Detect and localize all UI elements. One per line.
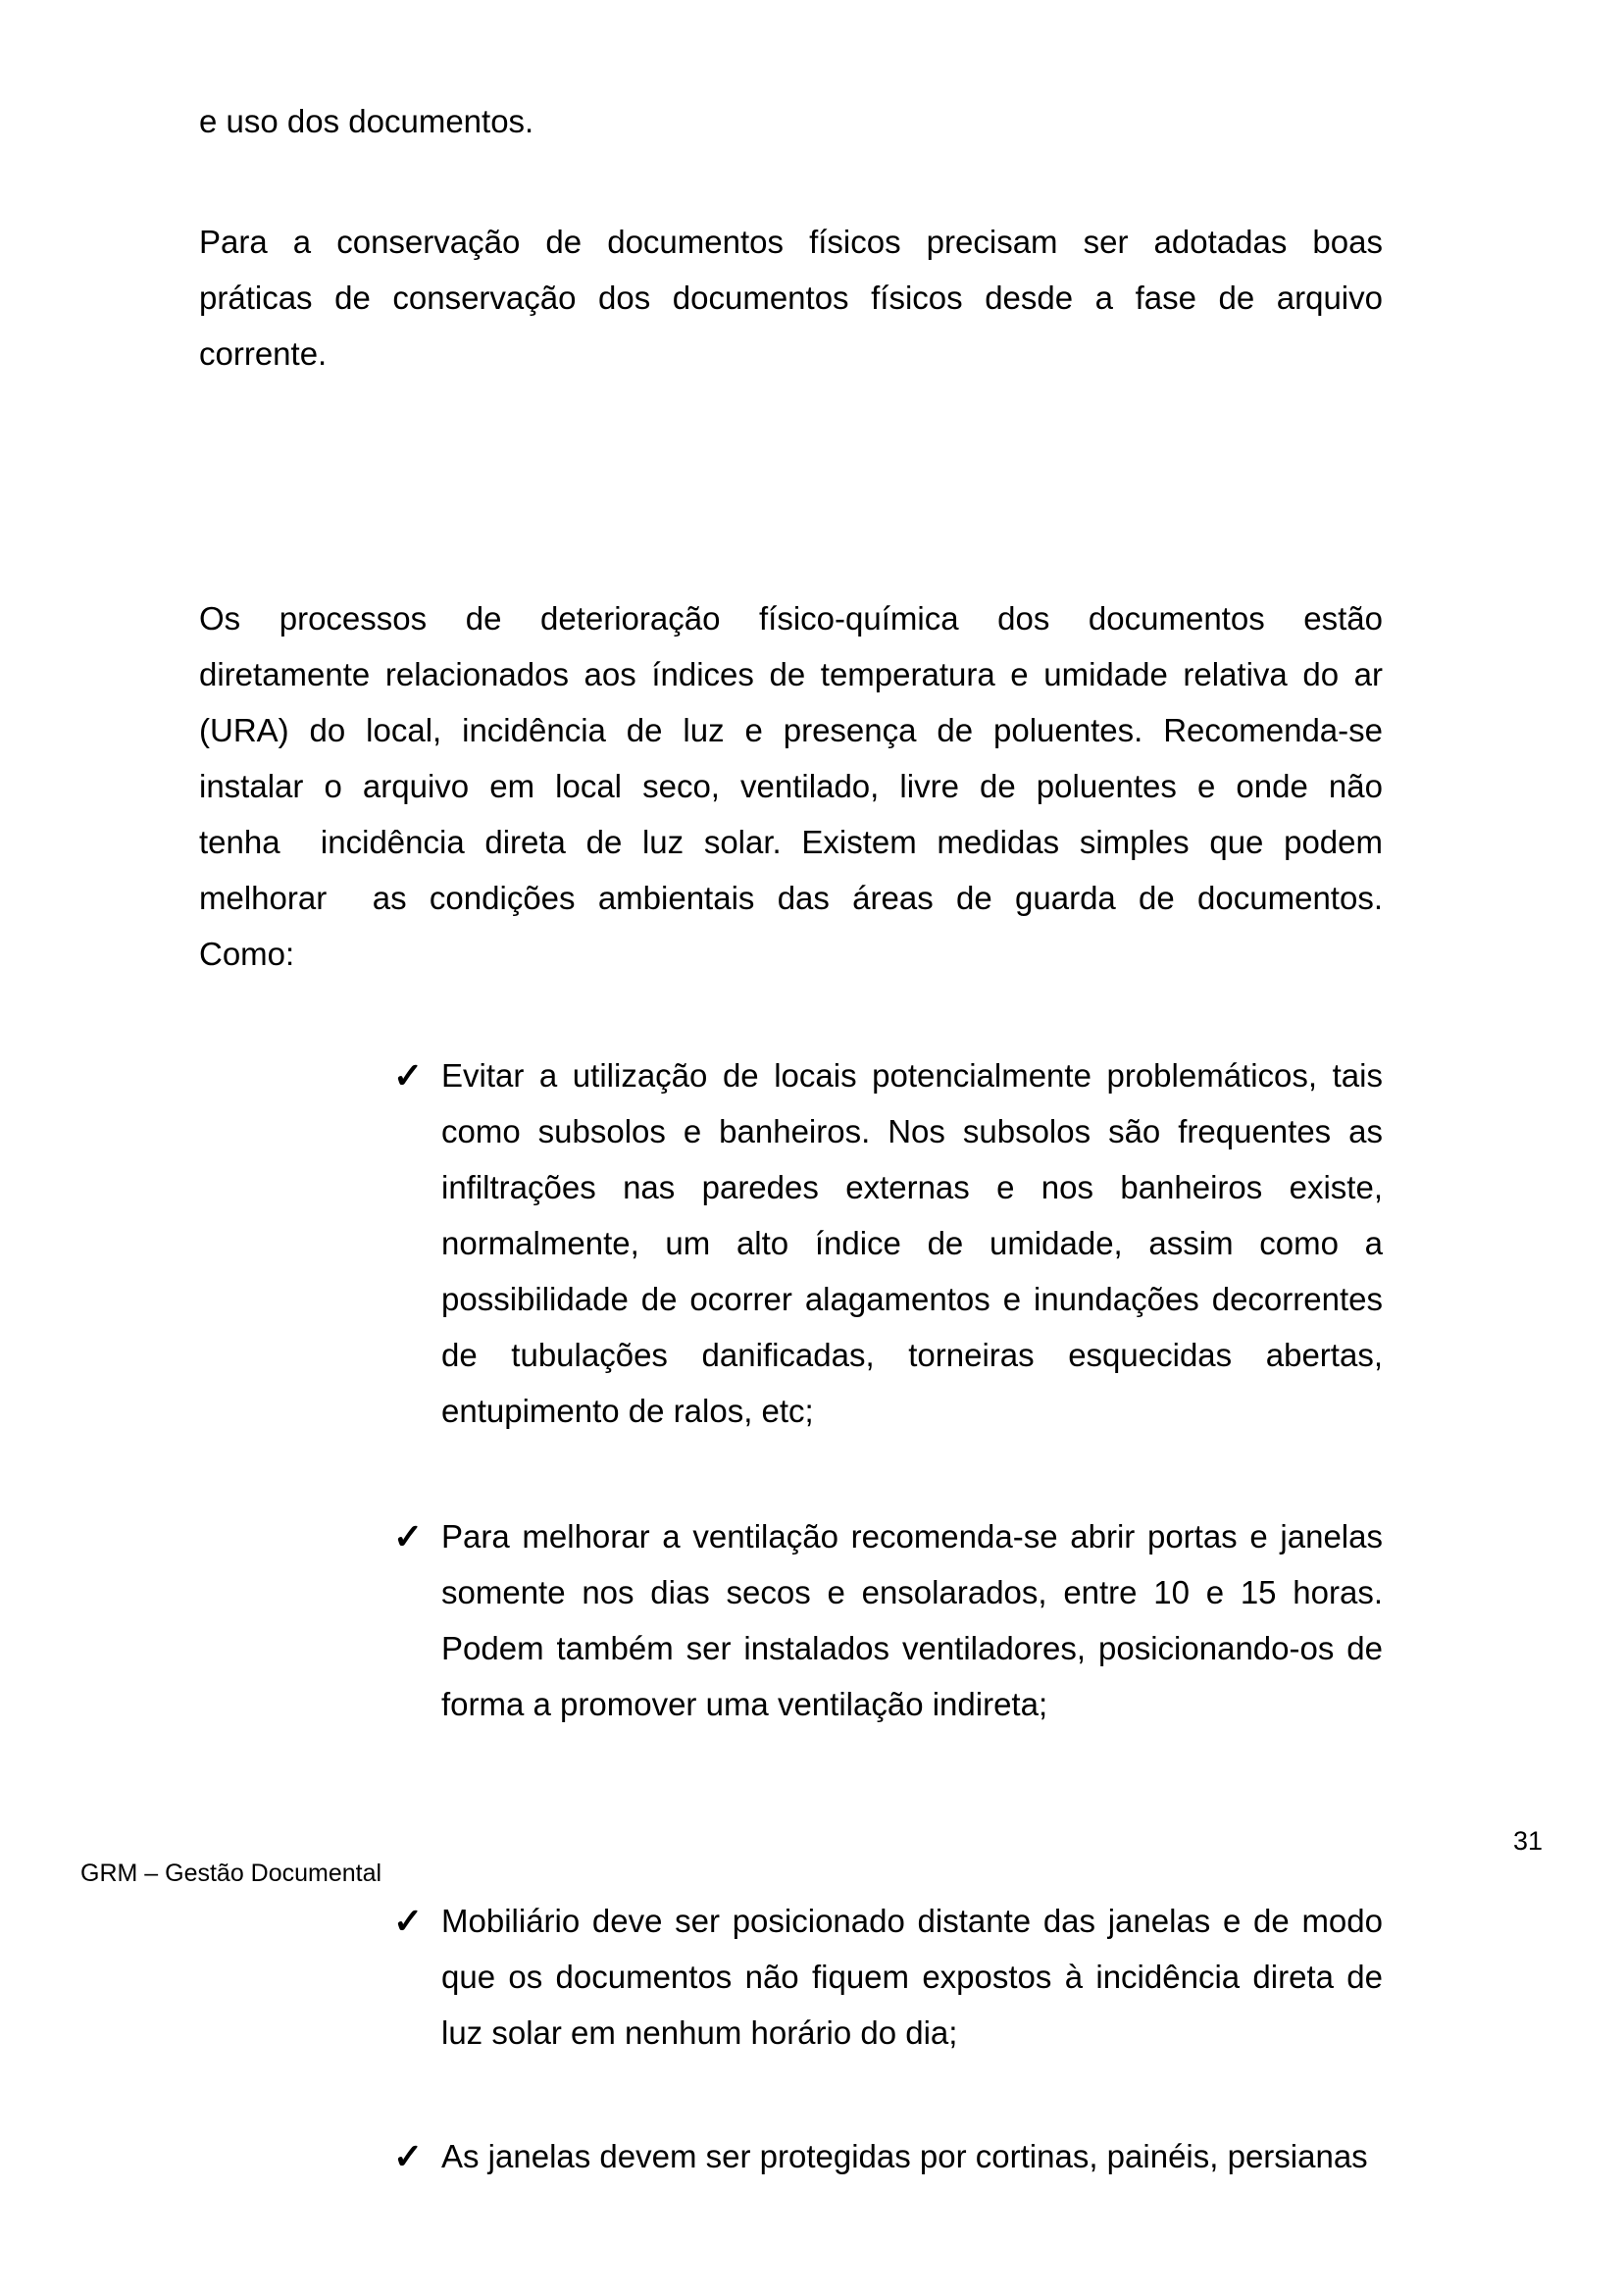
- text-line: instalar o arquivo em local seco, ventilado, livre de poluentes e onde não: [199, 768, 1383, 804]
- text-line: que os documentos não fiquem expostos à incidência direta de: [441, 1959, 1383, 1995]
- text-line: possibilidade de ocorrer alagamentos e inundações decorrentes: [441, 1281, 1383, 1317]
- text-line: melhorar as condições ambientais das áreas de guarda de documentos.: [199, 880, 1383, 916]
- text-line: entupimento de ralos, etc;: [441, 1393, 814, 1429]
- text-line: como subsolos e banheiros. Nos subsolos são frequentes as: [441, 1113, 1383, 1149]
- checklist-item-mobiliario: [199, 1893, 1383, 2061]
- checklist: [199, 1047, 1383, 2184]
- text-line: Como:: [199, 936, 295, 972]
- paragraph-intro-tail: [199, 93, 1383, 149]
- paragraph-conservacao: [199, 214, 1383, 382]
- text-line: forma a promover uma ventilação indireta;: [441, 1686, 1048, 1722]
- checklist-item-janelas: [199, 2128, 1383, 2184]
- text-line: Mobiliário deve ser posicionado distante das janelas e de modo: [441, 1903, 1383, 1939]
- checklist-item-text: [441, 2128, 1383, 2184]
- paragraph-processos-deterioracao: [199, 590, 1383, 982]
- text-line: de tubulações danificadas, torneiras esquecidas abertas,: [441, 1337, 1383, 1373]
- page-number: 31: [1512, 1826, 1543, 1856]
- text-line: normalmente, um alto índice de umidade, assim como a: [441, 1225, 1383, 1261]
- checklist-item-locais-problematicos: [199, 1047, 1383, 1439]
- text-line: infiltrações nas paredes externas e nos banheiros existe,: [441, 1169, 1383, 1205]
- text-line: e uso dos documentos.: [199, 103, 534, 139]
- checkmark-icon: ✓: [393, 1901, 424, 1941]
- checklist-item-ventilacao: [199, 1508, 1383, 1732]
- text-line: Para a conservação de documentos físicos precisam ser adotadas boas: [199, 224, 1383, 260]
- text-line: Evitar a utilização de locais potencialmente problemáticos, tais: [441, 1057, 1383, 1094]
- text-line: luz solar em nenhum horário do dia;: [441, 2014, 958, 2051]
- text-line: Para melhorar a ventilação recomenda-se abrir portas e janelas: [441, 1518, 1383, 1555]
- text-line: somente nos dias secos e ensolarados, entre 10 e 15 horas.: [441, 1574, 1383, 1610]
- checkmark-icon: ✓: [393, 1516, 424, 1556]
- text-line: (URA) do local, incidência de luz e presença de poluentes. Recomenda-se: [199, 712, 1383, 748]
- checklist-item-text: [441, 1508, 1383, 1732]
- text-line: tenha incidência direta de luz solar. Existem medidas simples que podem: [199, 824, 1383, 860]
- checkmark-icon: ✓: [393, 1055, 424, 1096]
- footer-document-title: GRM – Gestão Documental: [80, 1860, 382, 1887]
- text-line: Podem também ser instalados ventiladores, posicionando-os de: [441, 1630, 1383, 1666]
- text-line: práticas de conservação dos documentos físicos desde a fase de arquivo: [199, 280, 1383, 316]
- text-line: As janelas devem ser protegidas por cortinas, painéis, persianas: [441, 2138, 1368, 2174]
- checklist-item-text: [441, 1047, 1383, 1439]
- text-line: Os processos de deterioração físico-química dos documentos estão: [199, 600, 1383, 637]
- paragraphs: [199, 93, 1383, 982]
- text-line: corrente.: [199, 335, 328, 372]
- checkmark-icon: ✓: [393, 2136, 424, 2176]
- checklist-item-text: [441, 1893, 1383, 2061]
- text-line: diretamente relacionados aos índices de temperatura e umidade relativa do ar: [199, 656, 1383, 692]
